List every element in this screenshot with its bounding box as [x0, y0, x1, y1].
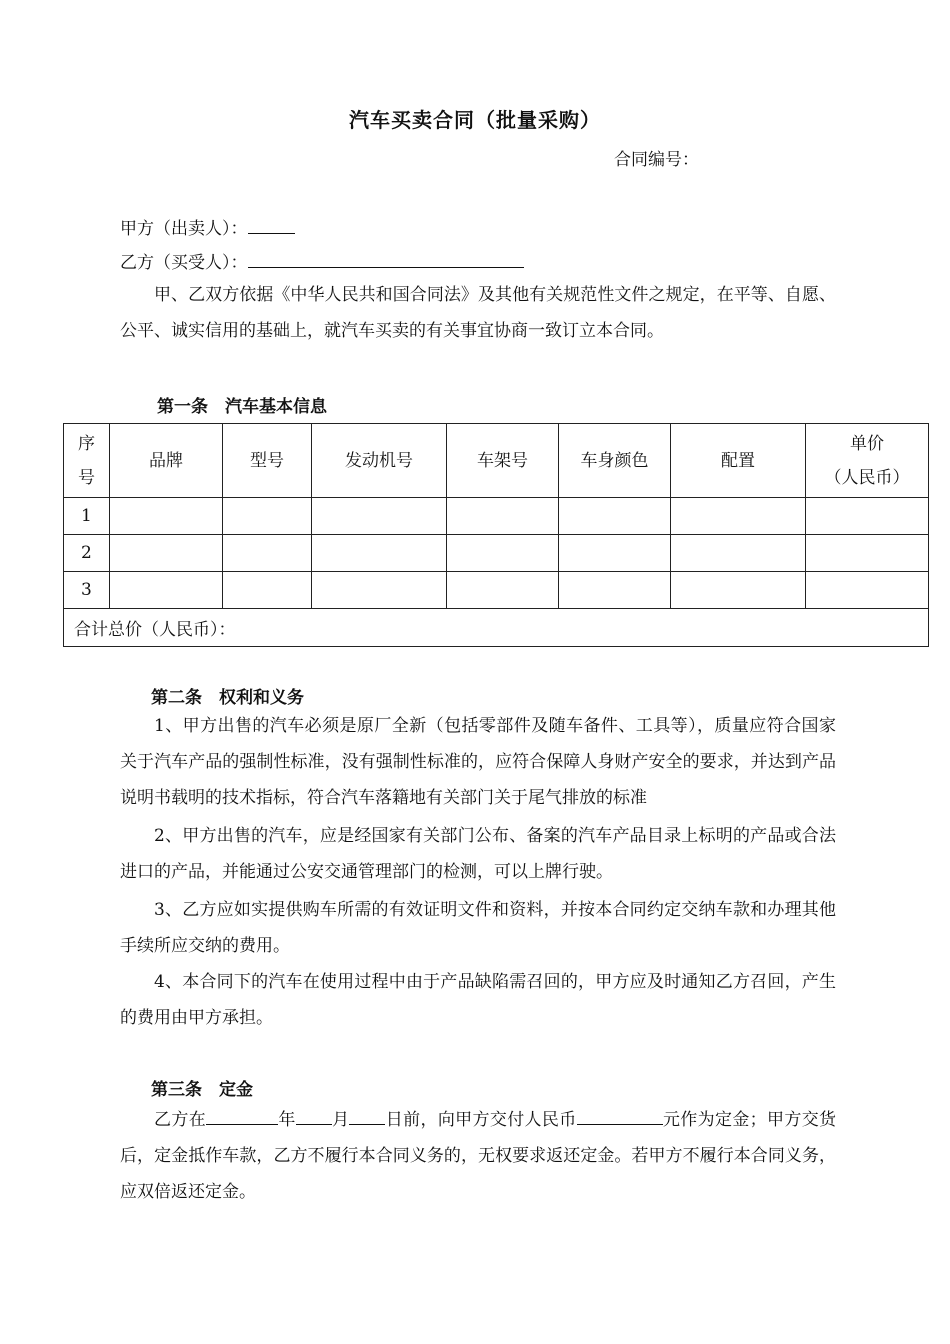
party-a-line [120, 214, 295, 239]
deposit-day-blank[interactable] [349, 1106, 385, 1125]
party-b-label: 乙方（买受人）： [120, 253, 248, 273]
total-row [64, 609, 929, 647]
cell-model[interactable] [223, 535, 312, 572]
cell-unit-price[interactable] [806, 535, 929, 572]
cell-model[interactable] [223, 572, 312, 609]
cell-frame-no[interactable] [447, 572, 559, 609]
party-b-line [120, 248, 524, 273]
cell-unit-price[interactable] [806, 498, 929, 535]
header-color: 车身颜色 [559, 424, 671, 498]
article2-item-3: 3、乙方应如实提供购车所需的有效证明文件和资料，并按本合同约定交纳车款和办理其他手续所应交纳的费用。 [120, 900, 836, 956]
cell-engine-no[interactable] [312, 498, 447, 535]
deposit-amount-blank[interactable] [577, 1106, 663, 1125]
total-price-label[interactable]: 合计总价（人民币）： [64, 609, 929, 647]
cell-config[interactable] [671, 498, 806, 535]
vehicle-info-table [63, 423, 929, 647]
table-row [64, 535, 929, 572]
row-number: 2 [64, 535, 110, 572]
article1-heading: 第一条 汽车基本信息 [157, 397, 327, 417]
cell-model[interactable] [223, 498, 312, 535]
row-number: 3 [64, 572, 110, 609]
deposit-month-blank[interactable] [296, 1106, 332, 1125]
cell-brand[interactable] [110, 535, 223, 572]
cell-color[interactable] [559, 535, 671, 572]
header-unit-price: 单价 （人民币） [806, 424, 929, 498]
party-a-label: 甲方（出卖人）： [120, 219, 248, 239]
article3-paragraph: 乙方在 年 月 日前，向甲方交付人民币 元作为定金；甲方交货后，定金抵作车款，乙方不履行本合同义务的，无权要求返还定金。若甲方不履行本合同义务，应双倍返还定金。 [120, 1102, 836, 1210]
article2-item-1: 1、甲方出售的汽车必须是原厂全新（包括零部件及随车备件、工具等），质量应符合国家关于汽车产品的强制性标准，没有强制性标准的，应符合保障人身财产安全的要求，并达到产品说明书载明的技术指标，符合汽车落籍地有关部门关于尾气排放的标准 [120, 716, 836, 808]
cell-engine-no[interactable] [312, 572, 447, 609]
cell-frame-no[interactable] [447, 498, 559, 535]
cell-engine-no[interactable] [312, 535, 447, 572]
intro-paragraph: 甲、乙双方依据《中华人民共和国合同法》及其他有关规范性文件之规定，在平等、自愿、公平、诚实信用的基础上，就汽车买卖的有关事宜协商一致订立本合同。 [120, 285, 836, 341]
header-frame-no: 车架号 [447, 424, 559, 498]
cell-color[interactable] [559, 498, 671, 535]
cell-brand[interactable] [110, 572, 223, 609]
header-engine-no: 发动机号 [312, 424, 447, 498]
cell-frame-no[interactable] [447, 535, 559, 572]
cell-unit-price[interactable] [806, 572, 929, 609]
header-brand: 品牌 [110, 424, 223, 498]
contract-number-label: 合同编号： [614, 150, 699, 170]
table-row [64, 498, 929, 535]
cell-config[interactable] [671, 535, 806, 572]
header-seq: 序 号 [64, 424, 110, 498]
deposit-year-blank[interactable] [206, 1106, 278, 1125]
table-row [64, 572, 929, 609]
party-a-blank[interactable] [248, 215, 295, 234]
article2-item-2: 2、甲方出售的汽车，应是经国家有关部门公布、备案的汽车产品目录上标明的产品或合法进口的产品，并能通过公安交通管理部门的检测，可以上牌行驶。 [120, 826, 836, 882]
table-header-row [64, 424, 929, 498]
party-b-blank[interactable] [248, 249, 524, 268]
cell-brand[interactable] [110, 498, 223, 535]
row-number: 1 [64, 498, 110, 535]
cell-color[interactable] [559, 572, 671, 609]
header-config: 配置 [671, 424, 806, 498]
article3-heading: 第三条 定金 [151, 1080, 253, 1100]
cell-config[interactable] [671, 572, 806, 609]
document-title: 汽车买卖合同（批量采购） [349, 108, 601, 132]
article2-item-4: 4、本合同下的汽车在使用过程中由于产品缺陷需召回的，甲方应及时通知乙方召回，产生的费用由甲方承担。 [120, 972, 836, 1028]
article2-heading: 第二条 权利和义务 [151, 688, 304, 708]
header-model: 型号 [223, 424, 312, 498]
